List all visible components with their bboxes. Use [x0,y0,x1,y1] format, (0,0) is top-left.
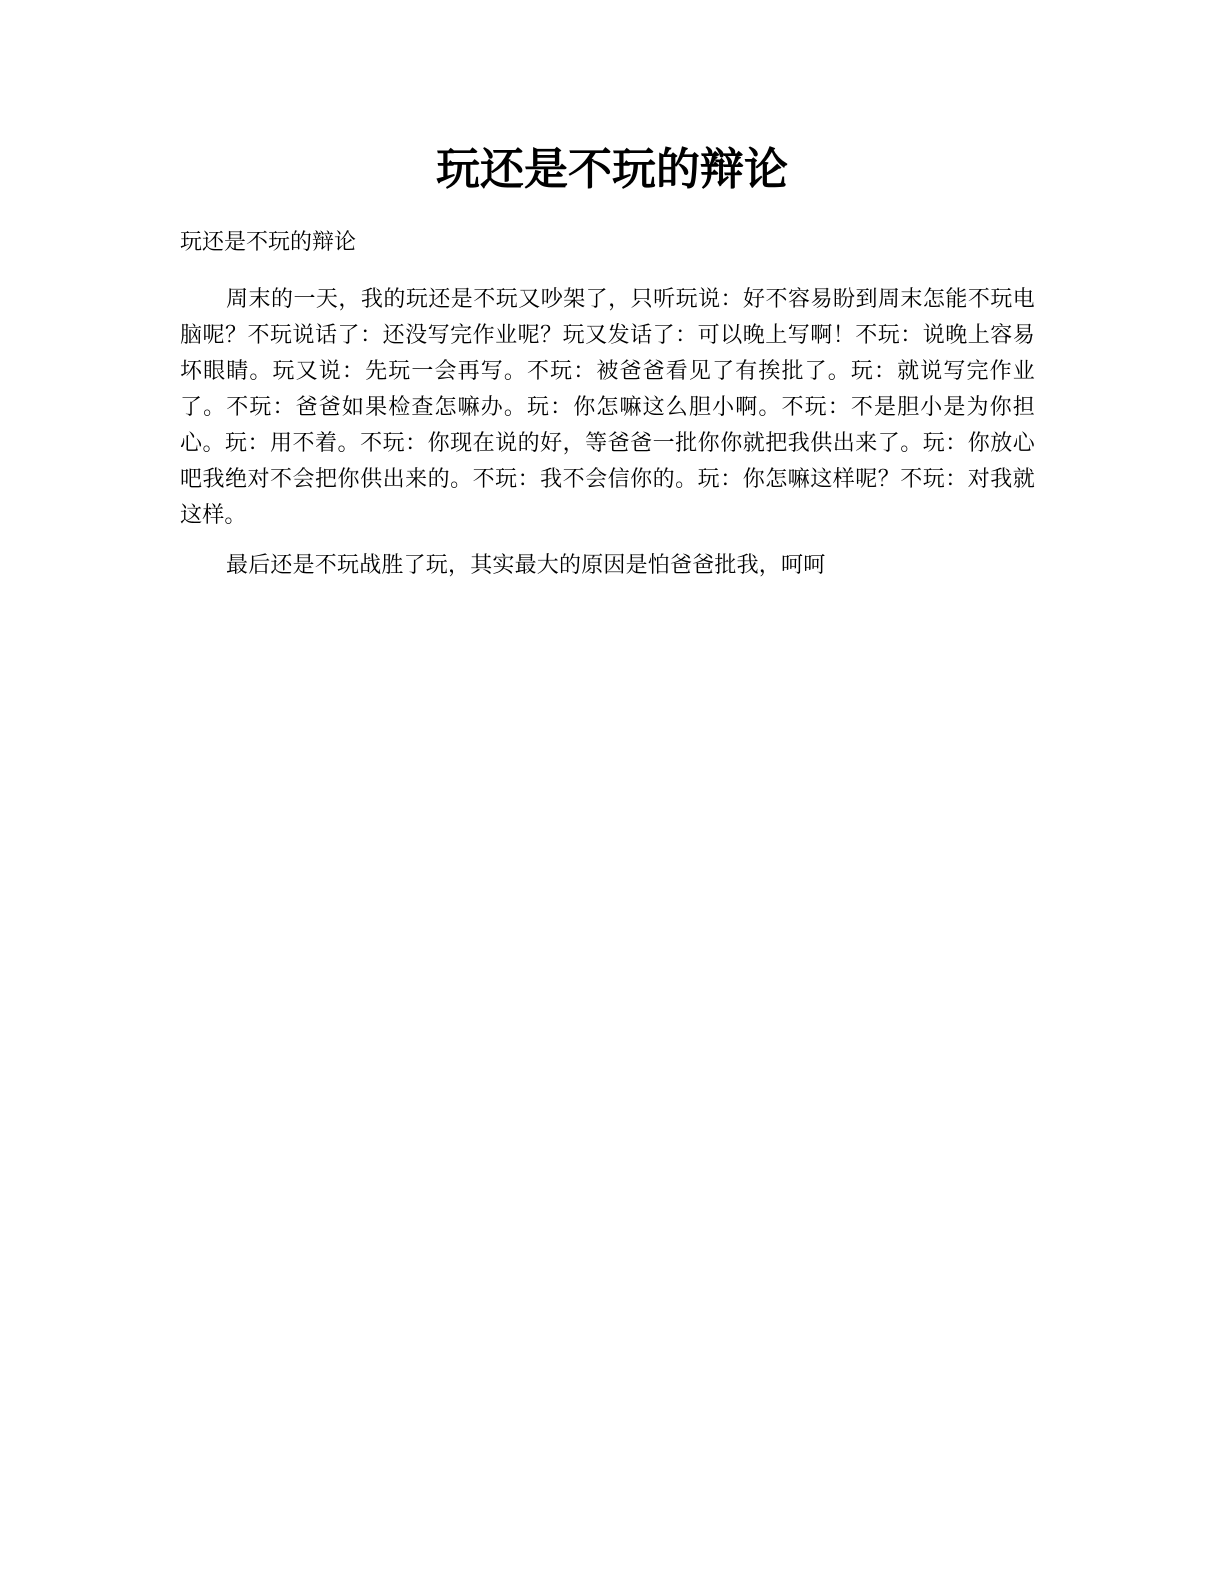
body-paragraph-1: 周末的一天，我的玩还是不玩又吵架了，只听玩说：好不容易盼到周末怎能不玩电脑呢？不玩说话了：还没写完作业呢？玩又发话了：可以晚上写啊！不玩：说晚上容易坏眼睛。玩又说：先玩一会再写。不玩：被爸爸看见了有挨批了。玩：就说写完作业了。不玩：爸爸如果检查怎嘛办。玩：你怎嘛这么胆小啊。不玩：不是胆小是为你担心。玩：用不着。不玩：你现在说的好，等爸爸一批你你就把我供出来了。玩：你放心吧我绝对不会把你供出来的。不玩：我不会信你的。玩：你怎嘛这样呢？不玩：对我就这样。 [180,287,1035,528]
document-subtitle: 玩还是不玩的辩论 [180,230,357,255]
body-paragraph-2: 最后还是不玩战胜了玩，其实最大的原因是怕爸爸批我，呵呵 [226,553,826,578]
document-title: 玩还是不玩的辩论 [436,144,788,195]
